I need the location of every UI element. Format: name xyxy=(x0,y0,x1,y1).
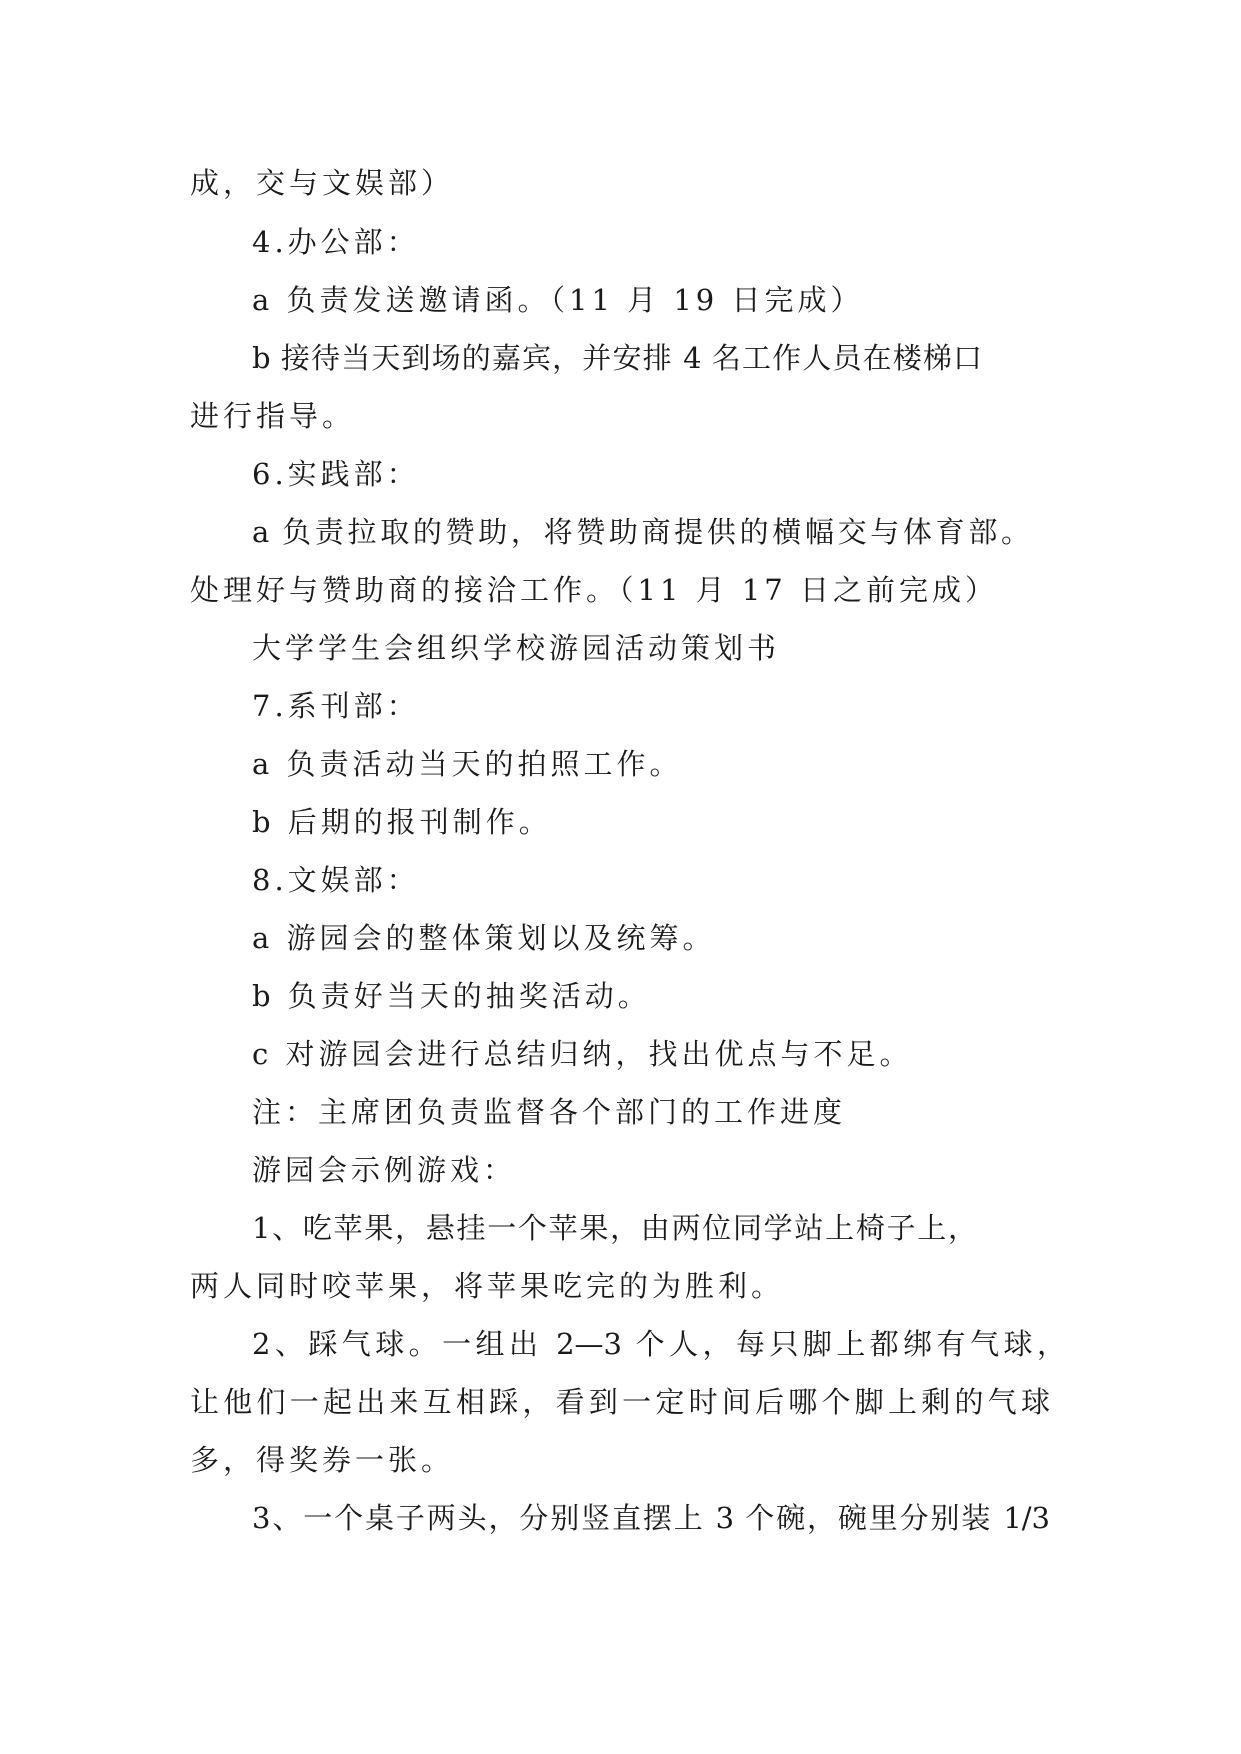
paragraph-line: 3、一个桌子两头，分别竖直摆上 3 个碗，碗里分别装 1/3 xyxy=(252,1501,1050,1535)
section-heading: 7.系刊部： xyxy=(252,689,420,723)
document-title: 大学学生会组织学校游园活动策划书 xyxy=(252,631,781,665)
paragraph-line: 处理好与赞助商的接洽工作。（11 月 17 日之前完成） xyxy=(190,573,998,607)
paragraph-line: c 对游园会进行总结归纳，找出优点与不足。 xyxy=(252,1037,913,1071)
paragraph-line: 进行指导。 xyxy=(190,399,356,433)
paragraph-line: 两人同时咬苹果，将苹果吃完的为胜利。 xyxy=(190,1269,785,1303)
paragraph-line: b 负责好当天的抽奖活动。 xyxy=(252,979,651,1013)
paragraph-line: a 负责拉取的赞助，将赞助商提供的横幅交与体育部。 xyxy=(252,515,1030,549)
section-heading: 游园会示例游戏： xyxy=(252,1153,517,1187)
paragraph-line: 2、踩气球。一组出 2—3 个人，每只脚上都绑有气球， xyxy=(252,1327,1066,1361)
paragraph-line: 多，得奖券一张。 xyxy=(190,1443,455,1477)
paragraph-line: 成，交与文娱部） xyxy=(190,166,455,200)
paragraph-line: b 后期的报刊制作。 xyxy=(252,805,552,839)
section-heading: 4.办公部： xyxy=(252,225,420,259)
paragraph-line: a 负责活动当天的拍照工作。 xyxy=(252,747,683,781)
note-line: 注：主席团负责监督各个部门的工作进度 xyxy=(252,1095,847,1129)
paragraph-line: 1、吃苹果，悬挂一个苹果，由两位同学站上椅子上， xyxy=(252,1211,977,1245)
paragraph-line: a 负责发送邀请函。（11 月 19 日完成） xyxy=(252,283,864,317)
paragraph-line: 让他们一起出来互相踩，看到一定时间后哪个脚上剩的气球 xyxy=(190,1385,1050,1419)
paragraph-line: b 接待当天到场的嘉宾，并安排 4 名工作人员在楼梯口 xyxy=(252,341,982,375)
section-heading: 6.实践部： xyxy=(252,457,420,491)
section-heading: 8.文娱部： xyxy=(252,863,420,897)
paragraph-line: a 游园会的整体策划以及统筹。 xyxy=(252,921,716,955)
